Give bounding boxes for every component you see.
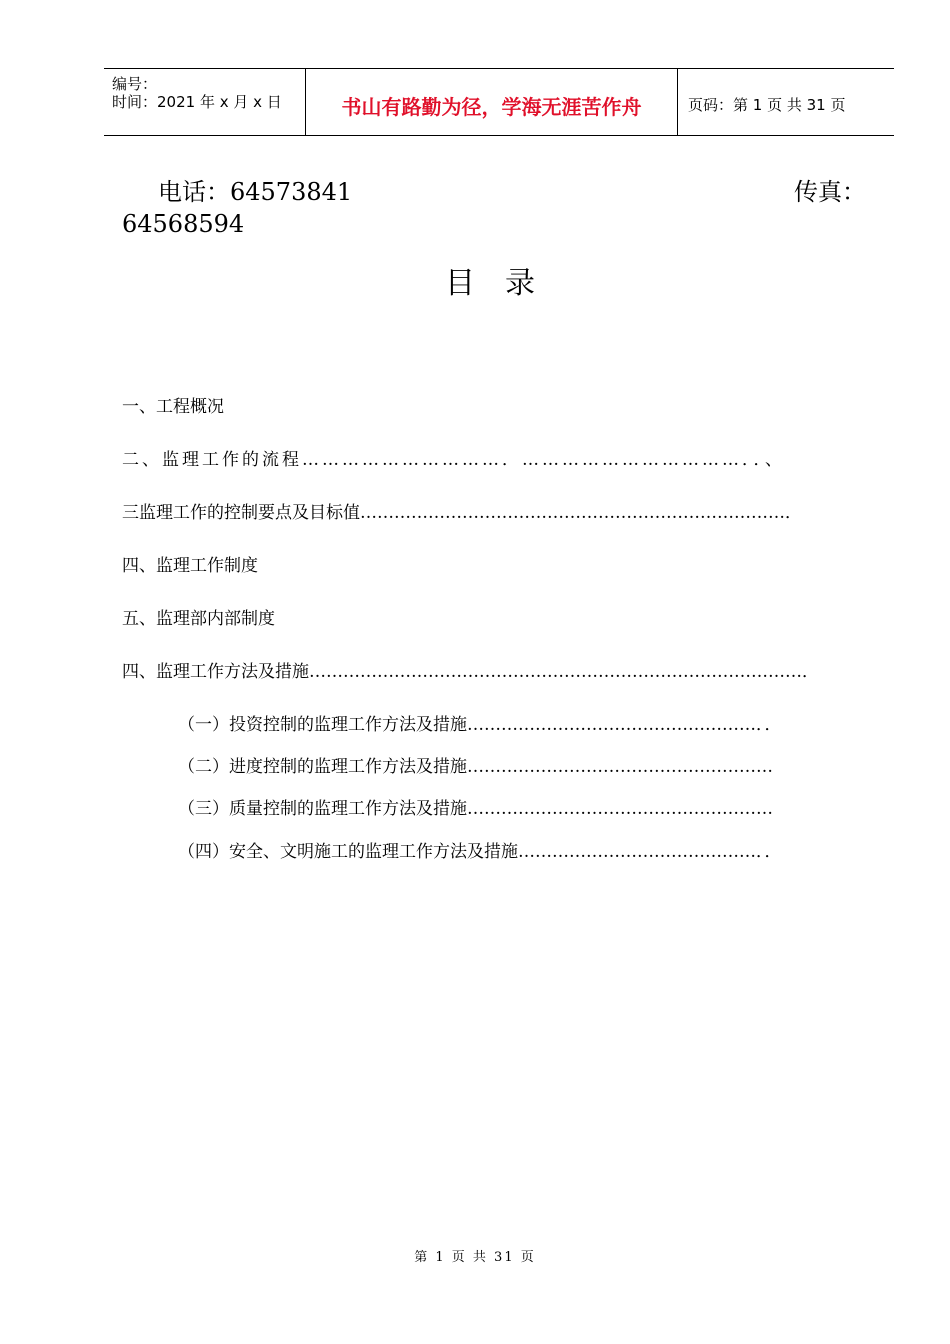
header-meta-cell (104, 69, 306, 135)
document-number-label: 编号： (112, 75, 158, 93)
header-page-info: 页码：第 1 页 共 31 页 (688, 96, 846, 114)
toc-subitem-quality: （三）质量控制的监理工作方法及措施……………………………………………… (178, 799, 773, 819)
page-footer: 第 1 页 共 31 页 (414, 1250, 536, 1265)
toc-item-workflow: 二、监理工作的流程…………………………．……………………………．．、 (122, 450, 785, 470)
page-header (104, 68, 894, 136)
document-time: 时间：2021 年 x 月 x 日 (112, 93, 282, 111)
header-motto-cell (306, 69, 678, 135)
toc-item-methods-measures: 四、监理工作方法及措施……………………………………………………………………………． (122, 662, 819, 682)
header-page-cell (678, 69, 894, 135)
toc-subitem-safety: （四）安全、文明施工的监理工作方法及措施……………………………………．． (178, 842, 782, 862)
fax-label: 传真： (794, 178, 866, 206)
toc-item-internal-system: 五、监理部内部制度 (122, 609, 275, 629)
header-motto: 书山有路勤为径，学海无涯苦作舟 (341, 95, 642, 119)
toc-subitem-schedule: （二）进度控制的监理工作方法及措施……………………………………………… (178, 757, 773, 777)
toc-item-project-overview: 一、工程概况 (122, 397, 224, 417)
telephone-line: 电话：64573841 (158, 178, 353, 206)
toc-item-work-system: 四、监理工作制度 (122, 556, 258, 576)
toc-item-control-points: 三监理工作的控制要点及目标值…………………………………………………………………． (122, 503, 802, 523)
toc-subitem-investment: （一）投资控制的监理工作方法及措施……………………………………………．． (178, 715, 782, 735)
toc-title: 目录 (445, 266, 565, 301)
fax-number: 64568594 (122, 210, 245, 238)
